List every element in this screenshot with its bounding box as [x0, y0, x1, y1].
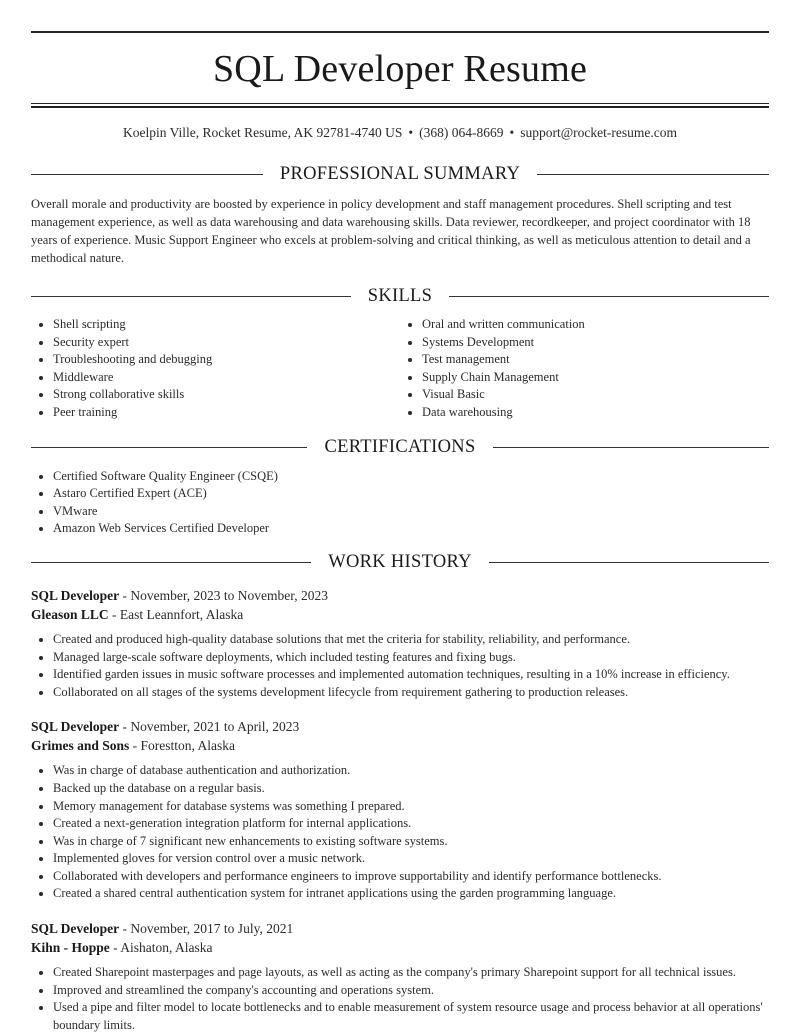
- list-item: • Created Sharepoint masterpages and page layouts, as well as acting as the company's primary Sharepoint support for all technical issues.: [53, 964, 769, 982]
- job-title: SQL Developer: [31, 587, 120, 603]
- skills-list-right: [400, 316, 769, 422]
- resume-page: [31, 0, 769, 1034]
- page-title: SQL Developer Resume: [212, 48, 588, 90]
- work-history: [31, 586, 769, 1035]
- list-item: • Identified garden issues in music software processes and implemented automation techniques, resulting in a 10% increase in efficiency.: [53, 666, 769, 684]
- job-company: Grimes and Sons: [31, 738, 130, 754]
- section-header-summary: [31, 163, 769, 185]
- job-title-line: [31, 919, 769, 938]
- job-entry: [31, 586, 769, 701]
- job-company-line: [31, 605, 769, 624]
- job-title-line: [31, 717, 769, 736]
- list-item: • Memory management for database systems was something I prepared.: [53, 798, 769, 816]
- section-title: PROFESSIONAL SUMMARY: [279, 163, 521, 184]
- list-item: • Test management: [422, 351, 769, 369]
- list-item: • Was in charge of database authentication and authorization.: [53, 762, 769, 780]
- list-item: • Middleware: [53, 369, 400, 387]
- list-item: • Improved and streamlined the company's accounting and operations system.: [53, 982, 769, 1000]
- section-title: WORK HISTORY: [328, 552, 472, 573]
- job-company-line: [31, 736, 769, 755]
- contact-separator: •: [509, 125, 515, 140]
- divider: [537, 174, 769, 175]
- skills-columns: [31, 316, 769, 422]
- list-item: • Created a shared central authentication system for intranet applications using the garden programming language.: [53, 885, 769, 903]
- list-item: • Systems Development: [422, 334, 769, 352]
- list-item: • Oral and written communication: [422, 316, 769, 334]
- section-title: SKILLS: [367, 285, 433, 306]
- list-item: • Strong collaborative skills: [53, 386, 400, 404]
- contact-email[interactable]: support@rocket-resume.com: [520, 125, 678, 140]
- divider: [489, 562, 769, 563]
- list-item: • Visual Basic: [422, 386, 769, 404]
- job-title-line: [31, 586, 769, 605]
- certifications-list: [31, 468, 769, 538]
- job-location: - Aishaton, Alaska: [113, 940, 213, 956]
- job-title: SQL Developer: [31, 921, 120, 937]
- summary-text: Overall morale and productivity are boosted by experience in policy development and staff management procedures. Shell scripting and test management experience, as well as data warehousing and data warehousing skills. Data reviewer, recordkeeper, and project coordinator with 18 years of experience. Music Support Engineer who excels at problem-solving and critical thinking, as well as meticulous attention to detail and a methodical nature.: [31, 197, 751, 265]
- job-company: Gleason LLC: [31, 606, 109, 622]
- list-item: • Security expert: [53, 334, 400, 352]
- list-item: • Troubleshooting and debugging: [53, 351, 400, 369]
- list-item: • Created a next-generation integration platform for internal applications.: [53, 815, 769, 833]
- list-item: • Data warehousing: [422, 404, 769, 422]
- divider: [493, 447, 769, 448]
- list-item: • Created and produced high-quality database solutions that met the criteria for stability, reliability, and performance.: [53, 631, 769, 649]
- job-title: SQL Developer: [31, 719, 120, 735]
- title-double-rule: [31, 103, 769, 108]
- job-dates: - November, 2017 to July, 2021: [122, 921, 294, 937]
- job-dates: - November, 2021 to April, 2023: [122, 719, 300, 735]
- job-location: - East Leannfort, Alaska: [112, 606, 244, 622]
- contact-line: [31, 125, 769, 141]
- job-dates: - November, 2023 to November, 2023: [122, 587, 328, 603]
- section-header-certifications: [31, 437, 769, 459]
- list-item: • Supply Chain Management: [422, 369, 769, 387]
- divider: [31, 562, 311, 563]
- divider: [31, 447, 307, 448]
- job-company-line: [31, 938, 769, 957]
- list-item: • Astaro Certified Expert (ACE): [53, 485, 769, 503]
- list-item: • Collaborated on all stages of the systems development lifecycle from requirement gathering to production releases.: [53, 684, 769, 702]
- list-item: • Shell scripting: [53, 316, 400, 334]
- job-bullets: [31, 762, 769, 903]
- certifications: [31, 468, 769, 538]
- section-header-work: [31, 552, 769, 574]
- job-bullets: [31, 631, 769, 701]
- list-item: • Implemented gloves for version control over a music network.: [53, 850, 769, 868]
- list-item: • Was in charge of 7 significant new enhancements to existing software systems.: [53, 833, 769, 851]
- section-title: CERTIFICATIONS: [324, 437, 476, 458]
- list-item: • Backed up the database on a regular basis.: [53, 780, 769, 798]
- contact-address: Koelpin Ville, Rocket Resume, AK 92781-4740 US: [122, 125, 403, 140]
- contact-separator: •: [408, 125, 414, 140]
- top-rule: [31, 31, 769, 33]
- list-item: • Managed large-scale software deployments, which included testing features and fixing bugs.: [53, 649, 769, 667]
- section-header-skills: [31, 285, 769, 307]
- divider: [31, 296, 351, 297]
- list-item: • Certified Software Quality Engineer (CSQE): [53, 468, 769, 486]
- list-item: • Collaborated with developers and performance engineers to improve supportability and identify performance bottlenecks.: [53, 868, 769, 886]
- list-item: • Used a pipe and filter model to locate bottlenecks and to enable measurement of system resource usage and process behavior at all operations' boundary limits.: [53, 999, 769, 1034]
- divider: [449, 296, 769, 297]
- divider: [31, 174, 263, 175]
- skills-list-left: [31, 316, 400, 422]
- contact-phone: (368) 064-8669: [419, 125, 504, 140]
- list-item: • VMware: [53, 503, 769, 521]
- job-entry: [31, 717, 769, 903]
- job-bullets: [31, 964, 769, 1034]
- job-entry: [31, 919, 769, 1034]
- list-item: • Peer training: [53, 404, 400, 422]
- list-item: • Amazon Web Services Certified Developer: [53, 520, 769, 538]
- job-company: Kihn - Hoppe: [31, 940, 110, 956]
- job-location: - Forestton, Alaska: [132, 738, 236, 754]
